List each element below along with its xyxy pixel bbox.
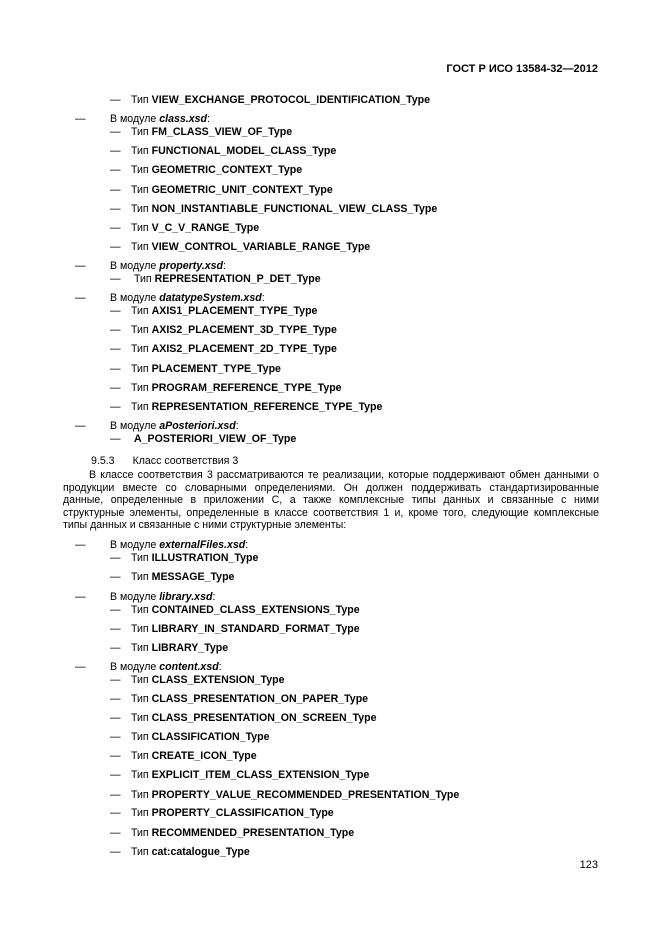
type-label: Тип [131, 623, 149, 635]
type-label: Тип [131, 203, 149, 215]
module-label: В модуле [110, 591, 157, 603]
type-name: CONTAINED_CLASS_EXTENSIONS_Type [151, 604, 360, 616]
type-name: REPRESENTATION_P_DET_Type [154, 273, 321, 285]
type-item [131, 94, 430, 107]
page-header: ГОСТ Р ИСО 13584-32—2012 [446, 63, 598, 75]
type-name: EXPLICIT_ITEM_CLASS_EXTENSION_Type [151, 769, 370, 781]
type-item [131, 184, 333, 197]
type-name: VIEW_CONTROL_VARIABLE_RANGE_Type [151, 241, 371, 253]
type-label: Тип [131, 552, 149, 564]
list-dash: — [110, 712, 121, 724]
list-dash: — [110, 642, 121, 654]
type-name: CREATE_ICON_Type [151, 750, 257, 762]
list-dash: — [110, 401, 121, 413]
module-label: В модуле [110, 420, 157, 432]
type-label: Тип [131, 642, 149, 654]
type-name: cat:catalogue_Type [151, 846, 250, 858]
type-item [131, 807, 334, 820]
list-dash: — [110, 731, 121, 743]
type-name: GEOMETRIC_UNIT_CONTEXT_Type [151, 184, 333, 196]
type-label: Тип [131, 241, 149, 253]
list-dash: — [75, 113, 86, 125]
list-dash: — [110, 571, 121, 583]
module-name: aPosteriori.xsd [159, 420, 236, 432]
type-item [131, 712, 377, 725]
list-dash: — [110, 203, 121, 215]
type-item [131, 305, 317, 318]
type-label: Тип [131, 731, 149, 743]
type-item [131, 642, 228, 655]
list-dash: — [110, 126, 121, 138]
list-dash: — [110, 324, 121, 336]
type-item [131, 769, 369, 782]
type-item: A_POSTERIORI_VIEW_OF_Type [134, 433, 297, 445]
type-item [131, 789, 459, 802]
type-label: Тип [131, 674, 149, 686]
type-name: AXIS2_PLACEMENT_3D_TYPE_Type [151, 324, 337, 336]
module-item [110, 113, 210, 126]
module-item [110, 260, 226, 273]
type-name: CLASS_PRESENTATION_ON_PAPER_Type [151, 693, 369, 705]
type-item [131, 674, 284, 687]
list-dash: — [110, 222, 121, 234]
module-name: datatypeSystem.xsd [159, 292, 262, 304]
type-name: RECOMMENDED_PRESENTATION_Type [151, 827, 355, 839]
type-label: Тип [131, 184, 149, 196]
type-item [131, 846, 250, 859]
list-dash: — [110, 604, 121, 616]
type-name: AXIS1_PLACEMENT_TYPE_Type [151, 305, 318, 317]
type-item [131, 145, 336, 158]
module-label: В модуле [110, 661, 157, 673]
type-name: PLACEMENT_TYPE_Type [151, 363, 281, 375]
module-item [110, 661, 222, 674]
type-label: Тип [131, 827, 149, 839]
type-item [131, 693, 368, 706]
type-name: PROPERTY_CLASSIFICATION_Type [151, 807, 334, 819]
colon: : [218, 661, 222, 673]
type-item [131, 731, 270, 744]
type-label: Тип [131, 571, 149, 583]
type-label: Тип [131, 164, 149, 176]
list-dash: — [110, 433, 121, 445]
module-label: В модуле [110, 260, 157, 272]
type-item [131, 203, 437, 216]
list-dash: — [110, 807, 121, 819]
type-item [131, 164, 302, 177]
list-dash: — [110, 846, 121, 858]
type-label: Тип [131, 769, 149, 781]
module-name: class.xsd [159, 113, 207, 125]
type-label: Тип [131, 401, 149, 413]
type-item [131, 343, 337, 356]
type-label: Тип [131, 145, 149, 157]
list-dash: — [110, 343, 121, 355]
list-dash: — [110, 145, 121, 157]
type-item [131, 126, 292, 139]
page-number: 123 [579, 859, 598, 871]
type-item [131, 324, 337, 337]
type-label: Тип [131, 807, 149, 819]
type-label: Тип [131, 343, 149, 355]
list-dash: — [110, 273, 121, 285]
type-label: Тип [131, 750, 149, 762]
type-item [131, 623, 360, 636]
type-label: Тип [131, 324, 149, 336]
type-name: LIBRARY_IN_STANDARD_FORMAT_Type [151, 623, 360, 635]
type-name: GEOMETRIC_CONTEXT_Type [151, 164, 303, 176]
type-item [131, 604, 360, 617]
type-item [131, 827, 354, 840]
type-name: V_C_V_RANGE_Type [151, 222, 260, 234]
colon: : [223, 260, 226, 272]
list-dash: — [110, 674, 121, 686]
type-label: Тип [131, 382, 149, 394]
list-dash: — [110, 184, 121, 196]
type-item [131, 571, 234, 584]
list-dash: — [110, 623, 121, 635]
list-dash: — [110, 363, 121, 375]
list-dash: — [110, 827, 121, 839]
list-dash: — [110, 241, 121, 253]
module-name: library.xsd [159, 591, 213, 603]
module-item [110, 591, 215, 604]
type-item [131, 401, 382, 414]
list-dash: — [110, 789, 121, 801]
list-dash: — [75, 591, 86, 603]
type-name: REPRESENTATION_REFERENCE_TYPE_Type [151, 401, 383, 413]
type-label: Тип [131, 126, 149, 138]
type-name: LIBRARY_Type [151, 642, 229, 654]
type-item [134, 273, 321, 286]
list-dash: — [110, 769, 121, 781]
type-label: Тип [131, 305, 149, 317]
type-label: Тип [131, 693, 149, 705]
type-label: Тип [131, 712, 149, 724]
type-item [131, 363, 281, 376]
type-name: AXIS2_PLACEMENT_2D_TYPE_Type [151, 343, 337, 355]
section-paragraph: В классе соответствия 3 рассматриваются те реализации, которые поддерживают обмен данными о продукции вместе со словарными определениями. Он должен поддерживать стандартизированные данные, определенные в приложении С, а также комплексные типы данных и связанные с ними структурные элементы, определенные в классе соответствия 1 и, кроме того, следующие комплексные типы данных и связанные с ними структурные элементы: [63, 469, 599, 532]
type-item [131, 750, 257, 763]
list-dash: — [110, 164, 121, 176]
module-name: property.xsd [159, 260, 224, 272]
type-label: Тип [131, 222, 149, 234]
module-label: В модуле [110, 292, 157, 304]
type-name: FUNCTIONAL_MODEL_CLASS_Type [151, 145, 337, 157]
colon: : [245, 539, 249, 551]
colon: : [206, 113, 210, 125]
colon: : [235, 420, 239, 432]
module-label: В модуле [110, 539, 157, 551]
list-dash: — [110, 382, 121, 394]
section-heading [91, 455, 238, 468]
type-name: CLASS_EXTENSION_Type [151, 674, 285, 686]
type-item [131, 382, 342, 395]
list-dash: — [75, 539, 86, 551]
type-item [131, 222, 259, 235]
module-item [110, 420, 239, 433]
type-label: Тип [131, 846, 149, 858]
type-label: Тип [131, 363, 149, 375]
module-item [110, 539, 248, 552]
list-dash: — [110, 552, 121, 564]
list-dash: — [75, 661, 86, 673]
type-name: FM_CLASS_VIEW_OF_Type [151, 126, 293, 138]
type-name: PROPERTY_VALUE_RECOMMENDED_PRESENTATION_Type [151, 789, 460, 801]
list-dash: — [75, 260, 86, 272]
type-name: MESSAGE_Type [151, 571, 235, 583]
list-dash: — [75, 292, 86, 304]
type-label: Тип [134, 273, 152, 285]
list-dash: — [110, 305, 121, 317]
type-label: Тип [131, 789, 149, 801]
list-dash: — [110, 693, 121, 705]
module-label: В модуле [110, 113, 157, 125]
colon: : [212, 591, 216, 603]
module-name: content.xsd [159, 661, 219, 673]
list-dash: — [75, 420, 86, 432]
colon: : [261, 292, 265, 304]
type-label: Тип [131, 604, 149, 616]
section-number: 9.5.3 [91, 455, 115, 467]
type-name: CLASS_PRESENTATION_ON_SCREEN_Type [151, 712, 377, 724]
list-dash: — [110, 94, 121, 106]
section-title: Класс соответствия 3 [132, 455, 239, 467]
type-item [131, 241, 370, 254]
type-name: ILLUSTRATION_Type [151, 552, 259, 564]
type-name: PROGRAM_REFERENCE_TYPE_Type [151, 382, 342, 394]
type-name: CLASSIFICATION_Type [151, 731, 270, 743]
list-dash: — [110, 750, 121, 762]
module-name: externalFiles.xsd [159, 539, 246, 551]
type-label: Тип [131, 94, 149, 106]
type-name: VIEW_EXCHANGE_PROTOCOL_IDENTIFICATION_Type [151, 94, 431, 106]
type-item [131, 552, 258, 565]
type-name: NON_INSTANTIABLE_FUNCTIONAL_VIEW_CLASS_Type [151, 203, 438, 215]
module-item [110, 292, 265, 305]
